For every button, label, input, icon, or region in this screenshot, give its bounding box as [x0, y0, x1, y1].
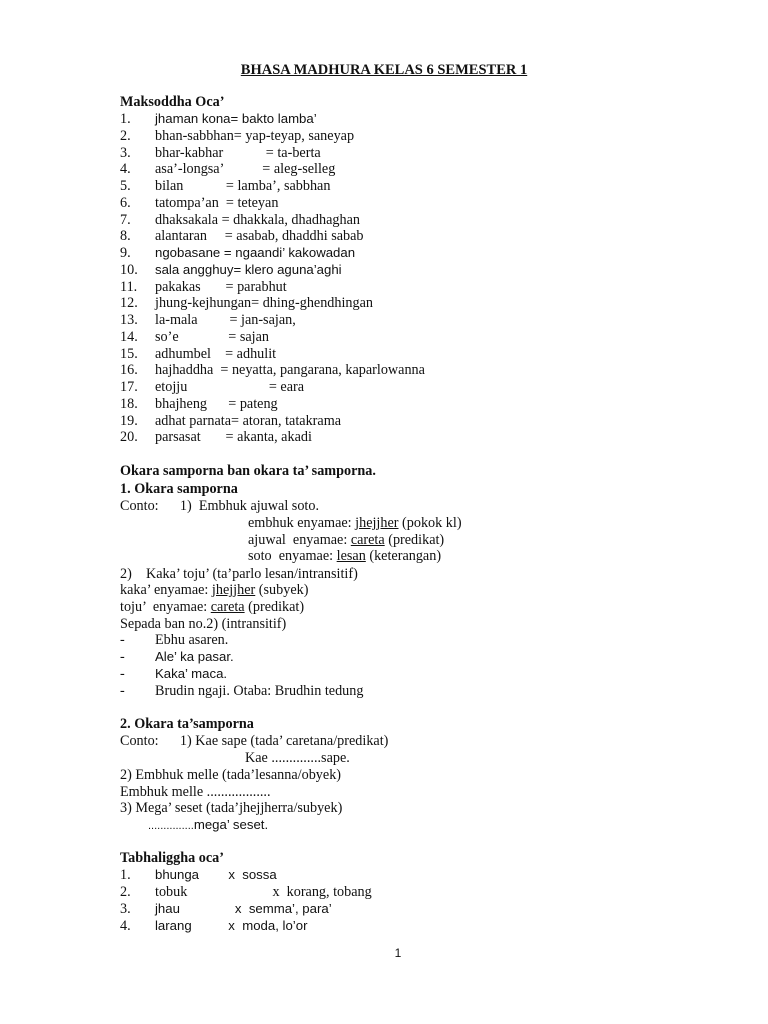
list-item-number: 3.: [120, 901, 131, 917]
subheading-okara-ta-samporna: 2. Okara ta’samporna: [120, 716, 254, 732]
example-line: 3) Mega’ seset (tada’jhejjherra/subyek): [120, 800, 343, 816]
example-line: toju’ enyamae: careta (predikat): [120, 599, 305, 615]
list-item-number: 6.: [120, 194, 131, 211]
list-item-number: 12.: [120, 295, 138, 312]
list-item-text: larang x moda, lo’or: [155, 918, 308, 933]
dash-bullet: -: [120, 683, 125, 699]
list-item-text: adhat parnata= atoran, tatakrama: [155, 412, 342, 429]
list-item-text: pakakas = parabhut: [155, 278, 287, 295]
list-item-text: la-mala = jan-sajan,: [155, 312, 296, 328]
dash-item-text: Ale’ ka pasar.: [155, 649, 234, 664]
list-item-text: parsasat = akanta, akadi: [155, 429, 312, 446]
list-item-number: 16.: [120, 362, 138, 379]
list-item-number: 7.: [120, 211, 131, 228]
list-item-text: jhaman kona= bakto lamba’: [155, 111, 317, 126]
example-line: 2) Embhuk melle (tada’lesanna/obyek): [120, 767, 342, 783]
list-item-text: bhunga x sossa: [155, 867, 277, 882]
list-item-text: tatompa’an = teteyan: [155, 194, 279, 211]
list-item-text: so’e = sajan: [155, 328, 269, 345]
list-item-text: bhajheng = pateng: [155, 395, 278, 412]
example-line: ...............mega’ seset.: [148, 817, 269, 832]
list-item-number: 20.: [120, 429, 138, 446]
list-item-text: jhau x semma’, para’: [155, 901, 332, 916]
list-item-number: 10.: [120, 261, 138, 278]
list-item-text: tobuk x korang, tobang: [155, 884, 372, 900]
section-heading-tabhaliggha: Tabhaliggha oca’: [120, 850, 224, 866]
list-item-number: 2.: [120, 884, 131, 900]
example-line: kaka’ enyamae: jhejjher (subyek): [120, 582, 309, 598]
list-item-number: 15.: [120, 345, 138, 362]
list-item-number: 18.: [120, 395, 138, 412]
list-item-text: hajhaddha = neyatta, pangarana, kaparlowanna: [155, 362, 425, 379]
section-heading-okara: Okara samporna ban okara ta’ samporna.: [120, 463, 376, 479]
list-item-text: bhar-kabhar = ta-berta: [155, 144, 321, 161]
dash-bullet: -: [120, 649, 125, 665]
example-line: Embhuk melle ..................: [120, 784, 271, 800]
list-item-text: ngobasane = ngaandi’ kakowadan: [155, 245, 356, 260]
list-item-number: 19.: [120, 412, 138, 429]
page-number: 1: [394, 946, 402, 960]
list-item-text: alantaran = asabab, dhaddhi sabab: [155, 228, 364, 245]
example-line: soto enyamae: lesan (keterangan): [248, 548, 442, 564]
document-title: BHASA MADHURA KELAS 6 SEMESTER 1: [240, 62, 528, 78]
list-item-text: dhaksakala = dhakkala, dhadhaghan: [155, 211, 360, 228]
example-line: Kae ..............sape.: [245, 750, 350, 766]
example-line: 2) Kaka’ toju’ (ta’parlo lesan/intransitif): [120, 566, 358, 582]
list-item-number: 5.: [120, 178, 131, 194]
example-line: embhuk enyamae: jhejjher (pokok kl): [248, 515, 462, 531]
list-item-number: 3.: [120, 144, 131, 161]
example-line: ajuwal enyamae: careta (predikat): [248, 532, 445, 548]
list-item-text: etojju = eara: [155, 379, 305, 395]
list-item-number: 4.: [120, 161, 131, 178]
list-item-text: asa’-longsa’ = aleg-selleg: [155, 161, 336, 178]
dash-item-text: Brudin ngaji. Otaba: Brudhin tedung: [155, 683, 364, 699]
list-item-number: 9.: [120, 245, 131, 261]
list-item-text: sala angghuy= klero aguna’aghi: [155, 261, 342, 277]
list-item-text: bhan-sabbhan= yap-teyap, saneyap: [155, 127, 355, 144]
list-item-text: bilan = lamba’, sabbhan: [155, 178, 331, 194]
list-item-number: 1.: [120, 111, 131, 127]
dash-bullet: -: [120, 632, 125, 648]
list-item-number: 17.: [120, 379, 138, 395]
list-item-number: 11.: [120, 278, 138, 295]
list-item-number: 2.: [120, 127, 131, 144]
list-item-number: 14.: [120, 328, 138, 345]
list-item-number: 13.: [120, 312, 138, 328]
list-item-text: adhumbel = adhulit: [155, 345, 277, 362]
example-line: Sepada ban no.2) (intransitif): [120, 616, 287, 632]
subheading-okara-samporna: 1. Okara samporna: [120, 481, 238, 497]
example-line: Conto: 1) Embhuk ajuwal soto.: [120, 498, 320, 514]
list-item-number: 1.: [120, 867, 131, 883]
list-item-text: jhung-kejhungan= dhing-ghendhingan: [155, 295, 374, 312]
list-item-number: 4.: [120, 918, 131, 934]
dash-item-text: Kaka’ maca.: [155, 666, 228, 681]
dash-bullet: -: [120, 666, 125, 682]
list-item-number: 8.: [120, 228, 131, 245]
example-line: Conto: 1) Kae sape (tada’ caretana/predikat): [120, 733, 389, 749]
section-heading-maksoddha: Maksoddha Oca’: [120, 94, 225, 110]
dash-item-text: Ebhu asaren.: [155, 632, 229, 648]
